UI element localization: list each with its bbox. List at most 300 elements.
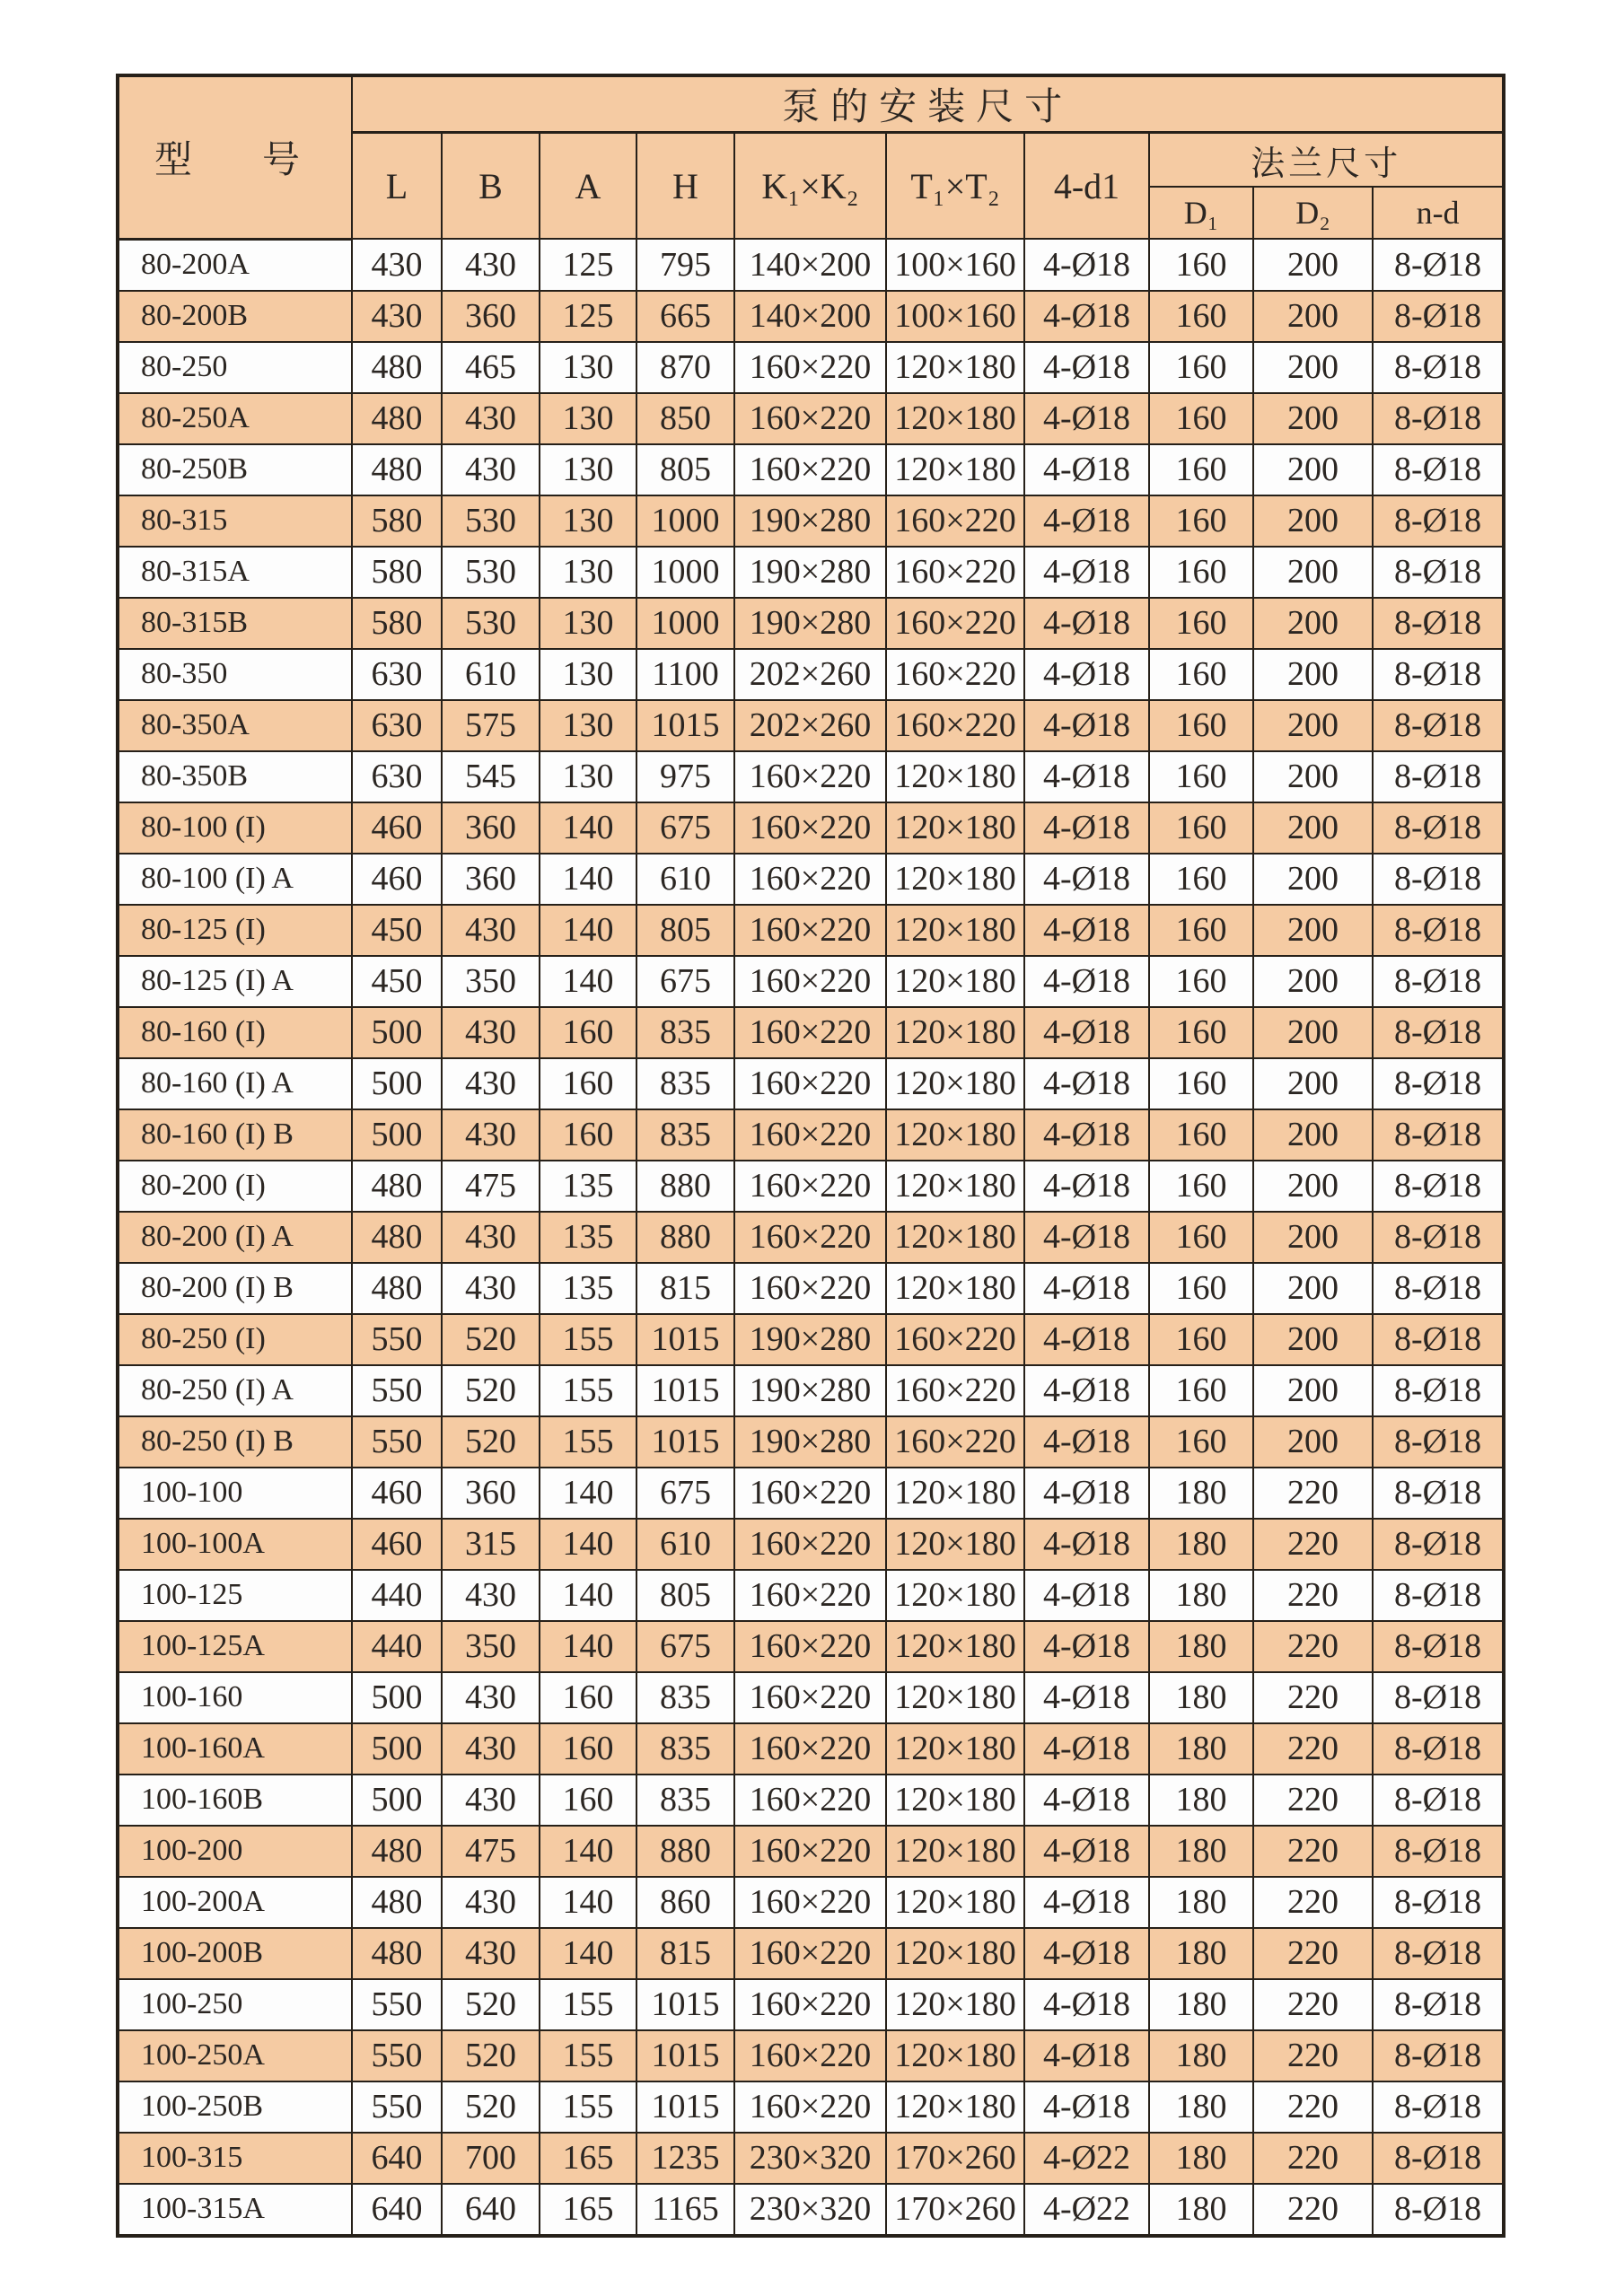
value-cell: 160×220 xyxy=(734,1263,886,1314)
value-cell: 130 xyxy=(540,649,636,700)
value-cell: 520 xyxy=(442,2030,540,2081)
value-cell: 155 xyxy=(540,1979,636,2030)
value-cell: 100×160 xyxy=(886,291,1024,342)
value-cell: 160 xyxy=(1149,1314,1253,1365)
value-cell: 190×280 xyxy=(734,495,886,547)
value-cell: 8-Ø18 xyxy=(1373,802,1504,854)
value-cell: 220 xyxy=(1253,1723,1373,1775)
value-cell: 120×180 xyxy=(886,1058,1024,1109)
value-cell: 160×220 xyxy=(886,700,1024,751)
value-cell: 430 xyxy=(442,1570,540,1621)
value-cell: 120×180 xyxy=(886,1979,1024,2030)
value-cell: 120×180 xyxy=(886,1519,1024,1570)
value-cell: 1015 xyxy=(636,1314,734,1365)
col-header-B: B xyxy=(442,133,540,240)
value-cell: 160×220 xyxy=(734,1109,886,1161)
value-cell: 160 xyxy=(1149,1109,1253,1161)
value-cell: 160 xyxy=(540,1007,636,1058)
value-cell: 160×220 xyxy=(734,1672,886,1723)
value-cell: 120×180 xyxy=(886,1723,1024,1775)
value-cell: 350 xyxy=(442,956,540,1007)
model-cell: 80-200 (I) A xyxy=(118,1212,352,1263)
value-cell: 160×220 xyxy=(734,2081,886,2133)
value-cell: 550 xyxy=(352,1314,442,1365)
value-cell: 160 xyxy=(1149,598,1253,649)
table-row xyxy=(118,1723,1504,1775)
value-cell: 8-Ø18 xyxy=(1373,444,1504,495)
value-cell: 120×180 xyxy=(886,905,1024,956)
document-page xyxy=(116,74,1505,2238)
col-header-D1: D₁ xyxy=(1149,187,1253,239)
value-cell: 4-Ø18 xyxy=(1024,239,1149,291)
value-cell: 1015 xyxy=(636,2030,734,2081)
value-cell: 450 xyxy=(352,956,442,1007)
value-cell: 4-Ø18 xyxy=(1024,2030,1149,2081)
value-cell: 8-Ø18 xyxy=(1373,1723,1504,1775)
value-cell: 125 xyxy=(540,291,636,342)
value-cell: 220 xyxy=(1253,1826,1373,1877)
value-cell: 160×220 xyxy=(886,598,1024,649)
value-cell: 140 xyxy=(540,802,636,854)
value-cell: 430 xyxy=(352,239,442,291)
value-cell: 230×320 xyxy=(734,2184,886,2236)
model-cell: 80-250 xyxy=(118,342,352,393)
value-cell: 880 xyxy=(636,1212,734,1263)
value-cell: 160 xyxy=(1149,751,1253,802)
value-cell: 4-Ø18 xyxy=(1024,1519,1149,1570)
value-cell: 200 xyxy=(1253,495,1373,547)
value-cell: 8-Ø18 xyxy=(1373,2030,1504,2081)
value-cell: 180 xyxy=(1149,1468,1253,1519)
value-cell: 200 xyxy=(1253,700,1373,751)
value-cell: 220 xyxy=(1253,2184,1373,2236)
table-row xyxy=(118,1365,1504,1416)
value-cell: 8-Ø18 xyxy=(1373,393,1504,444)
value-cell: 220 xyxy=(1253,2081,1373,2133)
value-cell: 850 xyxy=(636,393,734,444)
value-cell: 120×180 xyxy=(886,1826,1024,1877)
value-cell: 230×320 xyxy=(734,2133,886,2184)
model-cell: 80-160 (I) B xyxy=(118,1109,352,1161)
value-cell: 480 xyxy=(352,444,442,495)
value-cell: 170×260 xyxy=(886,2133,1024,2184)
value-cell: 8-Ø18 xyxy=(1373,1365,1504,1416)
value-cell: 160 xyxy=(1149,1161,1253,1212)
value-cell: 160×220 xyxy=(734,1007,886,1058)
value-cell: 630 xyxy=(352,751,442,802)
value-cell: 135 xyxy=(540,1212,636,1263)
value-cell: 815 xyxy=(636,1263,734,1314)
value-cell: 160×220 xyxy=(734,1519,886,1570)
value-cell: 630 xyxy=(352,649,442,700)
model-cell: 80-125 (I) A xyxy=(118,956,352,1007)
value-cell: 200 xyxy=(1253,342,1373,393)
value-cell: 975 xyxy=(636,751,734,802)
value-cell: 200 xyxy=(1253,854,1373,905)
value-cell: 8-Ø18 xyxy=(1373,1058,1504,1109)
value-cell: 160 xyxy=(1149,1212,1253,1263)
value-cell: 835 xyxy=(636,1775,734,1826)
value-cell: 120×180 xyxy=(886,1109,1024,1161)
value-cell: 465 xyxy=(442,342,540,393)
table-row xyxy=(118,1570,1504,1621)
value-cell: 155 xyxy=(540,2030,636,2081)
value-cell: 700 xyxy=(442,2133,540,2184)
value-cell: 580 xyxy=(352,598,442,649)
value-cell: 4-Ø18 xyxy=(1024,1365,1149,1416)
value-cell: 8-Ø18 xyxy=(1373,905,1504,956)
table-row xyxy=(118,444,1504,495)
value-cell: 220 xyxy=(1253,1877,1373,1928)
value-cell: 870 xyxy=(636,342,734,393)
value-cell: 1100 xyxy=(636,649,734,700)
model-cell: 100-250A xyxy=(118,2030,352,2081)
value-cell: 190×280 xyxy=(734,1416,886,1468)
value-cell: 200 xyxy=(1253,1416,1373,1468)
value-cell: 200 xyxy=(1253,751,1373,802)
value-cell: 160 xyxy=(540,1109,636,1161)
value-cell: 200 xyxy=(1253,905,1373,956)
value-cell: 120×180 xyxy=(886,956,1024,1007)
table-row xyxy=(118,802,1504,854)
value-cell: 180 xyxy=(1149,1877,1253,1928)
model-cell: 80-160 (I) A xyxy=(118,1058,352,1109)
table-row xyxy=(118,2133,1504,2184)
value-cell: 220 xyxy=(1253,1621,1373,1672)
value-cell: 8-Ø18 xyxy=(1373,1263,1504,1314)
value-cell: 795 xyxy=(636,239,734,291)
value-cell: 8-Ø18 xyxy=(1373,1775,1504,1826)
value-cell: 120×180 xyxy=(886,751,1024,802)
table-body xyxy=(118,239,1504,2236)
value-cell: 4-Ø18 xyxy=(1024,700,1149,751)
table-row xyxy=(118,1416,1504,1468)
value-cell: 130 xyxy=(540,342,636,393)
value-cell: 160 xyxy=(540,1723,636,1775)
value-cell: 430 xyxy=(442,1212,540,1263)
value-cell: 160 xyxy=(540,1058,636,1109)
value-cell: 8-Ø18 xyxy=(1373,1672,1504,1723)
value-cell: 1015 xyxy=(636,700,734,751)
value-cell: 430 xyxy=(442,1058,540,1109)
value-cell: 8-Ø18 xyxy=(1373,1007,1504,1058)
value-cell: 4-Ø18 xyxy=(1024,1007,1149,1058)
value-cell: 160×220 xyxy=(886,1314,1024,1365)
value-cell: 530 xyxy=(442,547,540,598)
value-cell: 160×220 xyxy=(734,1570,886,1621)
value-cell: 460 xyxy=(352,1519,442,1570)
value-cell: 4-Ø18 xyxy=(1024,1877,1149,1928)
table-row xyxy=(118,1212,1504,1263)
value-cell: 835 xyxy=(636,1109,734,1161)
model-cell: 80-160 (I) xyxy=(118,1007,352,1058)
table-row xyxy=(118,2030,1504,2081)
value-cell: 160 xyxy=(1149,547,1253,598)
value-cell: 140 xyxy=(540,1877,636,1928)
value-cell: 100×160 xyxy=(886,239,1024,291)
value-cell: 120×180 xyxy=(886,1570,1024,1621)
value-cell: 4-Ø18 xyxy=(1024,1416,1149,1468)
value-cell: 480 xyxy=(352,393,442,444)
value-cell: 220 xyxy=(1253,2030,1373,2081)
col-header-K1xK2: K₁×K₂ xyxy=(734,133,886,240)
value-cell: 200 xyxy=(1253,291,1373,342)
value-cell: 1000 xyxy=(636,547,734,598)
table-row xyxy=(118,1007,1504,1058)
value-cell: 160×220 xyxy=(734,1877,886,1928)
value-cell: 220 xyxy=(1253,1570,1373,1621)
value-cell: 4-Ø18 xyxy=(1024,649,1149,700)
value-cell: 220 xyxy=(1253,1775,1373,1826)
value-cell: 8-Ø18 xyxy=(1373,854,1504,905)
table-row xyxy=(118,905,1504,956)
model-cell: 100-160B xyxy=(118,1775,352,1826)
value-cell: 200 xyxy=(1253,547,1373,598)
value-cell: 160×220 xyxy=(734,802,886,854)
model-cell: 80-125 (I) xyxy=(118,905,352,956)
model-cell: 80-250 (I) B xyxy=(118,1416,352,1468)
value-cell: 200 xyxy=(1253,1161,1373,1212)
value-cell: 4-Ø18 xyxy=(1024,1161,1149,1212)
value-cell: 430 xyxy=(442,1007,540,1058)
value-cell: 120×180 xyxy=(886,1263,1024,1314)
value-cell: 180 xyxy=(1149,1723,1253,1775)
model-cell: 80-315A xyxy=(118,547,352,598)
value-cell: 160×220 xyxy=(886,547,1024,598)
value-cell: 160×220 xyxy=(734,956,886,1007)
value-cell: 835 xyxy=(636,1672,734,1723)
value-cell: 200 xyxy=(1253,1314,1373,1365)
value-cell: 120×180 xyxy=(886,1621,1024,1672)
table-row xyxy=(118,1058,1504,1109)
value-cell: 4-Ø18 xyxy=(1024,854,1149,905)
value-cell: 4-Ø18 xyxy=(1024,1979,1149,2030)
value-cell: 200 xyxy=(1253,444,1373,495)
model-cell: 80-250 (I) A xyxy=(118,1365,352,1416)
value-cell: 130 xyxy=(540,598,636,649)
value-cell: 500 xyxy=(352,1672,442,1723)
value-cell: 4-Ø18 xyxy=(1024,342,1149,393)
value-cell: 580 xyxy=(352,495,442,547)
value-cell: 4-Ø18 xyxy=(1024,598,1149,649)
value-cell: 120×180 xyxy=(886,1007,1024,1058)
value-cell: 160×220 xyxy=(734,1058,886,1109)
value-cell: 475 xyxy=(442,1826,540,1877)
value-cell: 160×220 xyxy=(734,393,886,444)
value-cell: 140×200 xyxy=(734,291,886,342)
value-cell: 500 xyxy=(352,1007,442,1058)
value-cell: 120×180 xyxy=(886,854,1024,905)
value-cell: 430 xyxy=(442,1877,540,1928)
value-cell: 200 xyxy=(1253,598,1373,649)
value-cell: 160 xyxy=(1149,1058,1253,1109)
value-cell: 4-Ø18 xyxy=(1024,547,1149,598)
value-cell: 140 xyxy=(540,1519,636,1570)
table-row xyxy=(118,2081,1504,2133)
table-row xyxy=(118,1621,1504,1672)
value-cell: 200 xyxy=(1253,1058,1373,1109)
value-cell: 200 xyxy=(1253,1109,1373,1161)
value-cell: 450 xyxy=(352,905,442,956)
value-cell: 8-Ø18 xyxy=(1373,1928,1504,1979)
value-cell: 220 xyxy=(1253,1672,1373,1723)
value-cell: 430 xyxy=(442,1723,540,1775)
value-cell: 550 xyxy=(352,1416,442,1468)
value-cell: 160 xyxy=(1149,393,1253,444)
value-cell: 220 xyxy=(1253,2133,1373,2184)
value-cell: 1015 xyxy=(636,1979,734,2030)
value-cell: 120×180 xyxy=(886,1775,1024,1826)
table-row xyxy=(118,1314,1504,1365)
value-cell: 140 xyxy=(540,956,636,1007)
header-row-title xyxy=(118,75,1504,133)
value-cell: 160×220 xyxy=(734,1775,886,1826)
value-cell: 120×180 xyxy=(886,1928,1024,1979)
value-cell: 4-Ø18 xyxy=(1024,956,1149,1007)
value-cell: 200 xyxy=(1253,239,1373,291)
value-cell: 630 xyxy=(352,700,442,751)
model-cell: 100-160A xyxy=(118,1723,352,1775)
value-cell: 8-Ø18 xyxy=(1373,598,1504,649)
value-cell: 180 xyxy=(1149,2030,1253,2081)
value-cell: 155 xyxy=(540,1365,636,1416)
value-cell: 8-Ø18 xyxy=(1373,956,1504,1007)
table-row xyxy=(118,393,1504,444)
value-cell: 120×180 xyxy=(886,393,1024,444)
value-cell: 160×220 xyxy=(734,1161,886,1212)
value-cell: 120×180 xyxy=(886,1212,1024,1263)
col-header-n-d: n-d xyxy=(1373,187,1504,239)
value-cell: 180 xyxy=(1149,2081,1253,2133)
value-cell: 180 xyxy=(1149,1928,1253,1979)
value-cell: 4-Ø18 xyxy=(1024,905,1149,956)
value-cell: 8-Ø18 xyxy=(1373,649,1504,700)
value-cell: 640 xyxy=(352,2133,442,2184)
value-cell: 8-Ø18 xyxy=(1373,751,1504,802)
value-cell: 8-Ø18 xyxy=(1373,700,1504,751)
value-cell: 4-Ø22 xyxy=(1024,2184,1149,2236)
table-row xyxy=(118,1775,1504,1826)
value-cell: 4-Ø18 xyxy=(1024,291,1149,342)
value-cell: 575 xyxy=(442,700,540,751)
value-cell: 4-Ø18 xyxy=(1024,444,1149,495)
value-cell: 4-Ø18 xyxy=(1024,1468,1149,1519)
table-row xyxy=(118,2184,1504,2236)
value-cell: 130 xyxy=(540,547,636,598)
value-cell: 835 xyxy=(636,1723,734,1775)
value-cell: 360 xyxy=(442,802,540,854)
value-cell: 4-Ø18 xyxy=(1024,1109,1149,1161)
value-cell: 4-Ø18 xyxy=(1024,751,1149,802)
table-row xyxy=(118,700,1504,751)
value-cell: 475 xyxy=(442,1161,540,1212)
value-cell: 545 xyxy=(442,751,540,802)
value-cell: 120×180 xyxy=(886,802,1024,854)
value-cell: 8-Ø18 xyxy=(1373,1468,1504,1519)
value-cell: 8-Ø18 xyxy=(1373,239,1504,291)
value-cell: 1015 xyxy=(636,1416,734,1468)
value-cell: 160×220 xyxy=(734,1621,886,1672)
value-cell: 202×260 xyxy=(734,649,886,700)
value-cell: 160 xyxy=(540,1775,636,1826)
value-cell: 880 xyxy=(636,1161,734,1212)
value-cell: 200 xyxy=(1253,956,1373,1007)
value-cell: 8-Ø18 xyxy=(1373,1826,1504,1877)
model-cell: 100-200 xyxy=(118,1826,352,1877)
value-cell: 430 xyxy=(442,1672,540,1723)
value-cell: 160 xyxy=(1149,239,1253,291)
value-cell: 430 xyxy=(352,291,442,342)
value-cell: 480 xyxy=(352,1212,442,1263)
value-cell: 220 xyxy=(1253,1468,1373,1519)
value-cell: 180 xyxy=(1149,1979,1253,2030)
value-cell: 530 xyxy=(442,495,540,547)
value-cell: 430 xyxy=(442,393,540,444)
value-cell: 160×220 xyxy=(734,1723,886,1775)
table-row xyxy=(118,547,1504,598)
value-cell: 120×180 xyxy=(886,1672,1024,1723)
value-cell: 500 xyxy=(352,1723,442,1775)
value-cell: 160×220 xyxy=(734,1468,886,1519)
value-cell: 4-Ø18 xyxy=(1024,1621,1149,1672)
value-cell: 180 xyxy=(1149,1775,1253,1826)
value-cell: 202×260 xyxy=(734,700,886,751)
table-row xyxy=(118,239,1504,291)
value-cell: 180 xyxy=(1149,1826,1253,1877)
value-cell: 160 xyxy=(1149,291,1253,342)
value-cell: 160 xyxy=(1149,1263,1253,1314)
value-cell: 550 xyxy=(352,2081,442,2133)
value-cell: 120×180 xyxy=(886,444,1024,495)
value-cell: 4-Ø18 xyxy=(1024,393,1149,444)
value-cell: 460 xyxy=(352,854,442,905)
value-cell: 165 xyxy=(540,2133,636,2184)
value-cell: 675 xyxy=(636,1468,734,1519)
value-cell: 160×220 xyxy=(734,751,886,802)
value-cell: 1165 xyxy=(636,2184,734,2236)
value-cell: 8-Ø18 xyxy=(1373,2184,1504,2236)
value-cell: 8-Ø18 xyxy=(1373,342,1504,393)
value-cell: 200 xyxy=(1253,1263,1373,1314)
value-cell: 520 xyxy=(442,1416,540,1468)
value-cell: 4-Ø18 xyxy=(1024,1826,1149,1877)
value-cell: 835 xyxy=(636,1058,734,1109)
value-cell: 160 xyxy=(1149,802,1253,854)
model-cell: 100-200B xyxy=(118,1928,352,1979)
table-row xyxy=(118,495,1504,547)
value-cell: 8-Ø18 xyxy=(1373,2133,1504,2184)
value-cell: 160×220 xyxy=(734,1928,886,1979)
value-cell: 480 xyxy=(352,1928,442,1979)
value-cell: 610 xyxy=(636,1519,734,1570)
value-cell: 200 xyxy=(1253,1365,1373,1416)
value-cell: 130 xyxy=(540,393,636,444)
model-cell: 100-200A xyxy=(118,1877,352,1928)
value-cell: 8-Ø18 xyxy=(1373,1314,1504,1365)
value-cell: 805 xyxy=(636,905,734,956)
value-cell: 480 xyxy=(352,342,442,393)
value-cell: 430 xyxy=(442,239,540,291)
value-cell: 160 xyxy=(1149,495,1253,547)
pump-dimensions-table xyxy=(116,74,1505,2238)
value-cell: 480 xyxy=(352,1877,442,1928)
col-header-L: L xyxy=(352,133,442,240)
value-cell: 190×280 xyxy=(734,547,886,598)
value-cell: 1015 xyxy=(636,2081,734,2133)
value-cell: 550 xyxy=(352,1979,442,2030)
model-cell: 80-315B xyxy=(118,598,352,649)
col-header-T1xT2: T₁×T₂ xyxy=(886,133,1024,240)
